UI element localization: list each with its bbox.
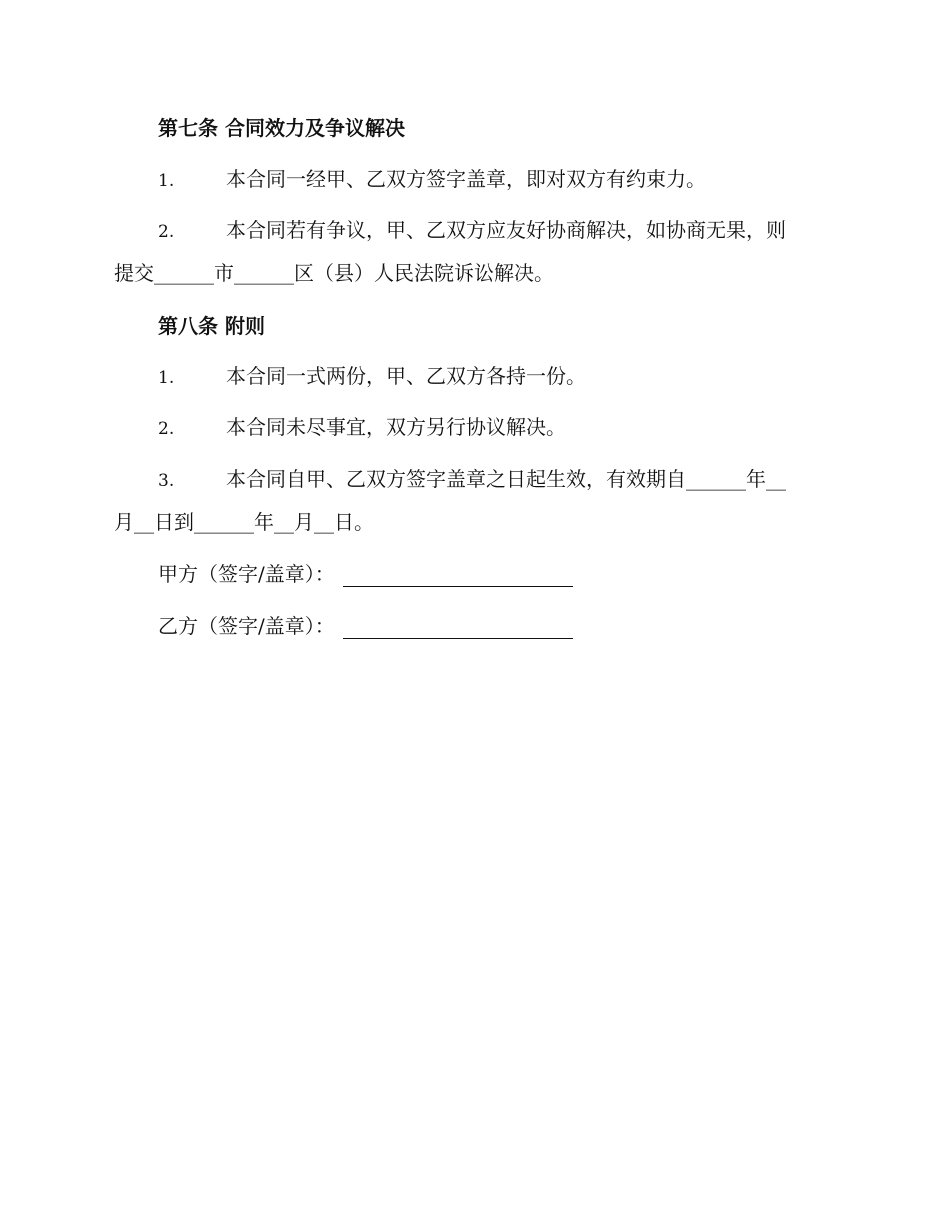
article-7-item-1 [114, 158, 836, 201]
article-7-item-2 [114, 209, 836, 295]
item-text-line-1: 本合同若有争议，甲、乙双方应友好协商解决，如协商无果，则 [226, 218, 786, 242]
item-number: 1. [158, 368, 175, 388]
item-text-line-2: 提交______市______区（县）人民法院诉讼解决。 [114, 261, 554, 285]
article-7-heading: 第七条 合同效力及争议解决 [158, 116, 405, 140]
item-text-line-1: 本合同自甲、乙双方签字盖章之日起生效，有效期自______年__ [226, 467, 786, 491]
party-a-signature-line [343, 566, 573, 587]
item-text-line-2: 月__日到______年__月__日。 [114, 510, 374, 534]
item-number: 2. [158, 419, 175, 439]
party-b-signature-line [343, 618, 573, 639]
article-8-item-1 [114, 355, 836, 398]
item-text: 本合同未尽事宜，双方另行协议解决。 [226, 415, 566, 439]
article-8-item-3 [114, 458, 836, 544]
article-8-item-2 [114, 406, 836, 449]
item-number: 3. [158, 471, 175, 491]
party-a-signature [158, 561, 573, 587]
item-text: 本合同一经甲、乙双方签字盖章，即对双方有约束力。 [226, 167, 706, 191]
item-number: 2. [158, 222, 175, 242]
party-b-label: 乙方（签字/盖章）： [158, 614, 335, 638]
item-number: 1. [158, 171, 175, 191]
item-text: 本合同一式两份，甲、乙双方各持一份。 [226, 364, 586, 388]
party-b-signature [158, 613, 573, 639]
article-8-heading: 第八条 附则 [158, 314, 265, 338]
party-a-label: 甲方（签字/盖章）： [158, 562, 335, 586]
